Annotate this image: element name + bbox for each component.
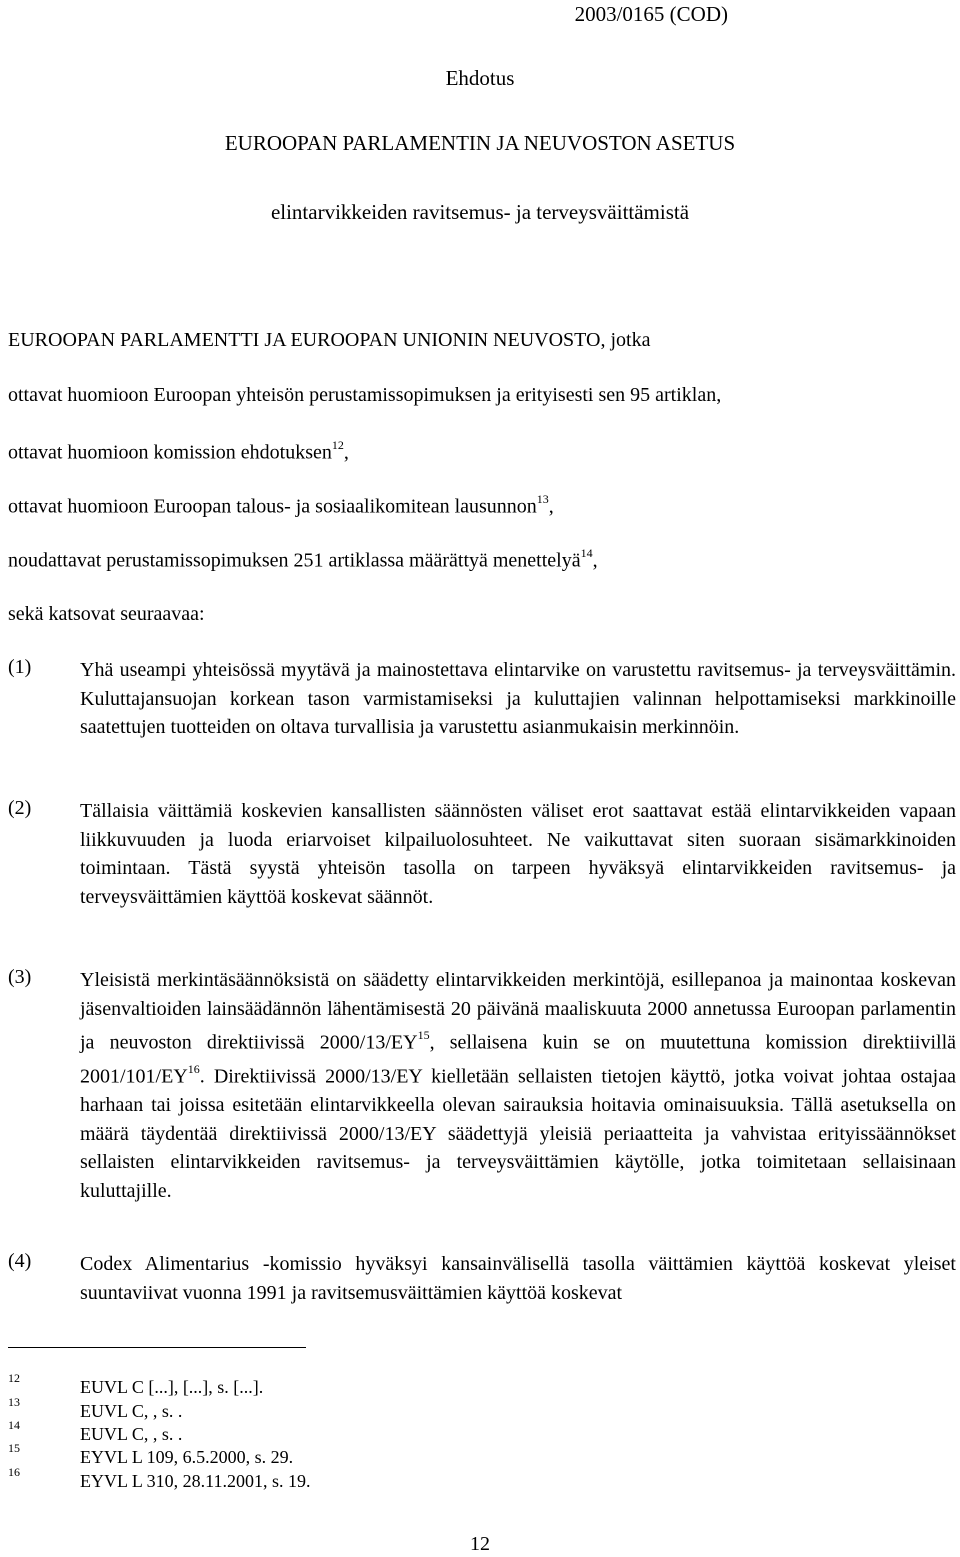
document-reference: 2003/0165 (COD)	[574, 2, 728, 26]
recital-text: Tällaisia väittämiä koskevien kansallisten säännösten väliset erot saattavat estää elintarvikkeiden vapaan liikkuvuuden ja luoda eriarvoiset kilpailuolosuhteet. Ne vaikuttavat siten suoraan sisämarkkinoiden toimintaan. Tästä syystä yhteisön tasolla on tarpeen hyväksyä elintarvikkeiden ravitsemus- ja terveysväittämien käyttöä koskevat säännöt.	[80, 800, 956, 908]
document-subtitle: elintarvikkeiden ravitsemus- ja terveysväittämistä	[270, 200, 690, 224]
document-title: EUROOPAN PARLAMENTIN JA NEUVOSTON ASETUS	[224, 131, 736, 155]
recital-text-part: Yleisistä merkintäsäännöksistä on säädetty elintarvikkeiden merkintöjä, esillepanoa ja mainontaa koskevan jäsenvaltioiden lainsäädännön lähentämisestä 20 päivänä maaliskuuta 2000 annetussa Euroopan parlamentin ja neuvoston direktiivissä 2000/13/EY	[80, 969, 956, 1054]
footnote-reference: 15	[417, 1028, 430, 1042]
citation-punct: ,	[592, 549, 598, 572]
citation-procedure	[8, 548, 598, 573]
citation-treaty	[8, 384, 721, 407]
citation-text: ottavat huomioon komission ehdotuksen	[8, 441, 332, 464]
enacting-formula: EUROOPAN PARLAMENTTI JA EUROOPAN UNIONIN NEUVOSTO, jotka	[8, 329, 651, 351]
footnote-number: 12	[8, 1371, 20, 1385]
footnote-text: EUVL C [...], [...], s. [...].	[80, 1377, 264, 1397]
footnote-number: 13	[8, 1395, 20, 1409]
recital-text: Yhä useampi yhteisössä myytävä ja mainostettava elintarvike on varustettu ravitsemus- ja terveysväittämin. Kuluttajansuojan korkean tason varmistamiseksi ja kuluttajien valinnan helpottamiseksi markkinoille saatettujen tuotteiden on oltava turvallisia ja varustettu asianmukaisin merkinnöin.	[80, 659, 956, 738]
footnote-text: EUVL C, , s. .	[80, 1401, 183, 1421]
recital-number: (2)	[8, 797, 32, 819]
footnote-text: EYVL L 310, 28.11.2001, s. 19.	[80, 1471, 311, 1491]
recital-number: (3)	[8, 966, 32, 988]
citation-punct: ,	[343, 441, 349, 464]
citation-text: ottavat huomioon Euroopan yhteisön perustamissopimuksen ja erityisesti sen 95 artiklan,	[8, 384, 722, 406]
citation-commission-proposal	[8, 440, 349, 465]
citation-ecosoc-opinion	[8, 494, 554, 519]
footnote-number: 15	[8, 1441, 20, 1455]
proposal-label: Ehdotus	[445, 66, 515, 90]
recital-text: Codex Alimentarius -komissio hyväksyi kansainvälisellä tasolla väittämien käyttöä koskevat yleiset suuntaviivat vuonna 1991 ja ravitsemusväittämien käyttöä koskevat	[80, 1253, 956, 1304]
recital-number: (4)	[8, 1250, 32, 1272]
whereas-formula: sekä katsovat seuraavaa:	[8, 603, 205, 625]
footnote-number: 16	[8, 1465, 20, 1479]
footnote-number: 14	[8, 1418, 20, 1432]
footnote-reference: 12	[331, 438, 344, 452]
citation-text: ottavat huomioon Euroopan talous- ja sosiaalikomitean lausunnon	[8, 495, 537, 518]
recital-text-part: . Direktiivissä 2000/13/EY kielletään sellaisten tietojen käyttö, jotka voivat johtaa ostajaa harhaan tai joissa esitetään elintarvikkeella olevan sairauksia hoitavia ominaisuuksia. Tällä asetuksella on määrä täydentää direktiivissä 2000/13/EY säädettyjä yleisiä periaatteita ja vahvistaa erityissäännökset sellaisten elintarvikkeiden ravitsemus- ja terveysväittämien käytölle, jotka toimitetaan sellaisinaan kuluttajille.	[80, 1065, 956, 1202]
footnote-reference: 16	[187, 1062, 200, 1077]
footnote-text: EUVL C, , s. .	[80, 1424, 183, 1444]
footnote-text: EYVL L 109, 6.5.2000, s. 29.	[80, 1447, 294, 1467]
footnote-reference: 14	[580, 546, 593, 560]
footnote-separator	[8, 1347, 306, 1348]
recital-number: (1)	[8, 656, 32, 678]
footnote-reference: 13	[536, 492, 549, 506]
page-number: 12	[470, 1533, 490, 1555]
citation-text: noudattavat perustamissopimuksen 251 artiklassa määrättyä menettelyä	[8, 549, 581, 572]
recital-text	[80, 966, 956, 1205]
citation-punct: ,	[548, 495, 554, 518]
recital-text-part: , sellaisena kuin se on muutettuna komission direktiivillä 2001/101/EY	[80, 1031, 957, 1088]
